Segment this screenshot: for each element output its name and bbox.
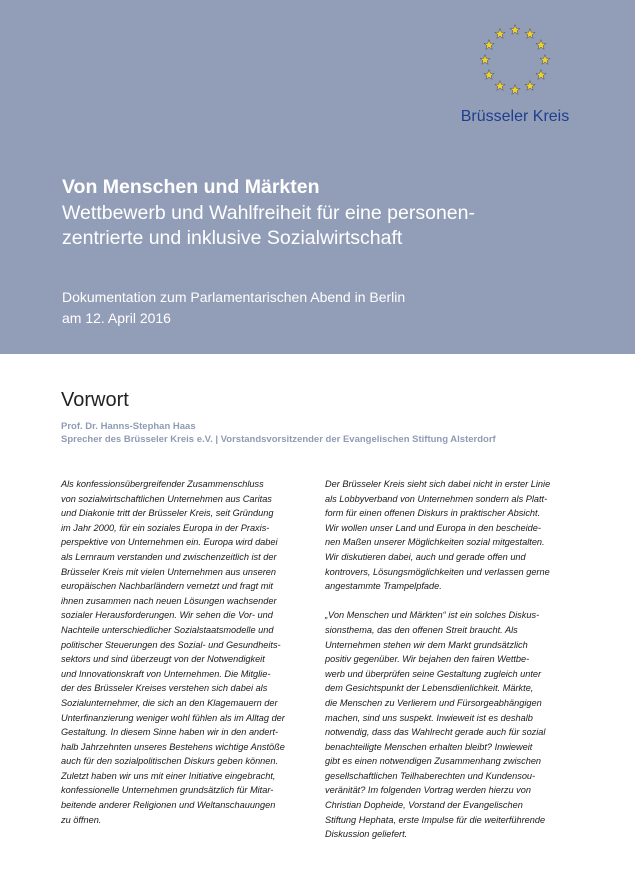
star-icon (480, 55, 490, 65)
brand-name: Brüsseler Kreis (460, 108, 570, 125)
star-icon (536, 40, 546, 50)
text-line: Wir diskutieren dabei, auch und gerade offen und (325, 551, 526, 562)
author-name: Prof. Dr. Hanns-Stephan Haas (61, 421, 196, 432)
text-line: „Von Menschen und Märkten“ ist ein solches Diskus- (325, 610, 540, 621)
text-line: und Diakonie tritt der Brüsseler Kreis, seit Gründung (61, 508, 274, 519)
text-line: europäischen Nachbarländern vernetzt und fragt mit (61, 581, 273, 592)
text-line: im Jahr 2000, für ein soziales Europa in der Praxis- (61, 522, 270, 533)
text-column-left (61, 477, 311, 827)
text-line: sozialer Herausforderungen. Wir sehen die Vor- und (61, 610, 273, 621)
star-icon (484, 70, 494, 80)
text-line: Als konfessionsübergreifender Zusammenschluss (61, 479, 264, 489)
text-line: halb Jahrzehnten unseres Bestehens wichtige Anstöße (61, 741, 285, 752)
text-line: positiv gegenüber. Wir bejahen den fairen Wettbe- (325, 654, 530, 665)
text-line: die Menschen zu Verlierern und Fürsorgeabhängigen (325, 697, 542, 708)
text-line: sektors und sind überzeugt von der Notwendigkeit (61, 654, 265, 665)
text-line: Gestaltung. In diesem Sinne haben wir in den andert- (61, 727, 279, 738)
page-title: Von Menschen und Märkten (62, 176, 320, 198)
text-line: Brüsseler Kreis mit vielen Unternehmen aus unseren (61, 566, 276, 577)
text-line: angestammte Trampelpfade. (325, 581, 442, 592)
documentation-line: Dokumentation zum Parlamentarischen Abend in Berlin (62, 289, 406, 305)
cover-header (0, 0, 635, 354)
text-line: von sozialwirtschaftlichen Unternehmen aus Caritas (61, 493, 272, 504)
text-line: Stiftung Hephata, erste Impulse für die weiterführende (325, 814, 546, 825)
star-icon (510, 85, 520, 95)
text-line: perspektive von Unternehmen ein. Europa wird dabei (61, 537, 278, 548)
subtitle-line: Wettbewerb und Wahlfreiheit für eine personen- (62, 202, 475, 224)
text-line: Unterfinanzierung weniger wohl fühlen als im Alltag der (61, 712, 285, 723)
text-line: nen Maßen unserer Möglichkeiten sozial mitgestalten. (325, 537, 545, 548)
text-column-right (325, 477, 575, 842)
documentation-date: am 12. April 2016 (62, 310, 171, 326)
text-line: notwendig, dass das Wahlrecht gerade auch für sozial (325, 727, 546, 738)
text-line: Wir wollen unser Land und Europa in den bescheide- (325, 522, 541, 533)
text-line: Zuletzt haben wir uns mit einer Initiative eingebracht, (61, 770, 276, 781)
text-line: kontrovers, Lösungsmöglichkeiten und verlassen gerne (325, 566, 550, 577)
text-line: der des Brüsseler Kreises verstehen sich dabei als (61, 683, 268, 694)
text-line: Diskussion geliefert. (325, 829, 408, 840)
star-icon (525, 29, 535, 39)
star-icon (484, 40, 494, 50)
paragraph-gap (325, 594, 575, 609)
text-line: beitende anderer Religionen und Weltanschauungen (61, 800, 276, 811)
text-line: politischer Steuerungen des Sozial- und Gesundheits- (61, 639, 281, 650)
text-line: Sozialunternehmer, die sich an den Klagemauern der (61, 697, 278, 708)
text-line: veränität? Im folgenden Vortrag werden hierzu von (325, 785, 531, 796)
bruesseler-kreis-logo (455, 22, 575, 132)
text-line: Der Brüsseler Kreis sieht sich dabei nicht in erster Linie (325, 479, 551, 489)
text-line: Christian Dopheide, Vorstand der Evangelischen (325, 800, 523, 811)
star-icon (540, 55, 550, 65)
text-line: sionsthema, das den offenen Streit braucht. Als (325, 624, 518, 635)
text-line: gesellschaftlichen Teilhaberechten und Kundensou- (325, 770, 536, 781)
text-line: und Innovationskraft von Unternehmen. Die Mitglie- (61, 668, 271, 679)
author-role: Sprecher des Brüsseler Kreis e.V. | Vorstandsvorsitzender der Evangelischen Stiftung Alsterdorf (61, 434, 496, 445)
paragraph (325, 477, 575, 594)
text-line: Nachteile unterschiedlicher Sozialstaatsmodelle und (61, 624, 274, 635)
text-line: als Lernraum verstanden und zwischenzeitlich ist der (61, 551, 277, 562)
text-line: gibt es einen notwendigen Zusammenhang zwischen (325, 756, 542, 767)
text-line: als Lobbyverband von Unternehmen sondern als Platt- (325, 493, 548, 504)
text-line: konfessionelle Unternehmen grundsätzlich für Mitar- (61, 785, 274, 796)
star-icon (495, 29, 505, 39)
page-subtitle (62, 201, 622, 251)
paragraph (325, 608, 575, 842)
text-line: form für einen offenen Diskurs in praktischer Absicht. (325, 508, 541, 519)
text-line: machen, sind uns suspekt. Inwieweit ist es deshalb (325, 712, 533, 723)
text-line: ihnen zusammen nach neuen Lösungen wachsender (61, 595, 277, 606)
section-title: Vorwort (61, 389, 129, 411)
star-icon (536, 70, 546, 80)
text-line: zu öffnen. (61, 814, 102, 825)
eu-stars-icon (475, 22, 555, 102)
star-icon (525, 81, 535, 91)
text-line: werb und überprüfen seine Gestaltung zugleich unter (325, 668, 542, 679)
text-line: dem Gesichtspunkt der Lebensdienlichkeit. Märkte, (325, 683, 534, 694)
star-icon (495, 81, 505, 91)
text-line: auch für den sozialpolitischen Diskurs geben können. (61, 756, 279, 767)
text-line: Unternehmen stehen wir dem Markt grundsätzlich (325, 639, 528, 650)
subtitle-line: zentrierte und inklusive Sozialwirtschaft (62, 227, 403, 249)
star-icon (510, 25, 520, 35)
text-line: benachteiligte Menschen erhalten bleibt? Inwieweit (325, 741, 533, 752)
